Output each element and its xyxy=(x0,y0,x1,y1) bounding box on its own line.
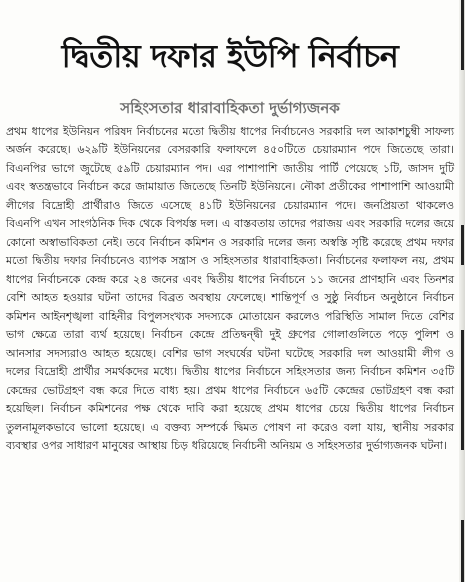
article-body: প্রথম ধাপের ইউনিয়ন পরিষদ নির্বাচনের মতো দ্বিতীয় ধাপের নির্বাচনেও সরকারি দল আকাশচুম্বী সাফল্য অর্জন করেছে। ৬২৯টি ইউনিয়নের বেসরকারি ফলাফলে ৪৫০টিতে চেয়ারম্যান পদে জিতেছে তারা। বিএনপির ভাগে জুটেছে ৫৯টি চেয়ারম্যান পদ। এর পাশাপাশি জাতীয় পার্টি পেয়েছে ১টি, জাসদ দুটি এবং স্বতন্ত্রভাবে নির্বাচন করে জামায়াত জিতেছে তিনটি ইউনিয়নে। নৌকা প্রতীকের পাশাপাশি আওয়ামী লীগের বিদ্রোহী প্রার্থীরাও জিতে এসেছে ৪১টি ইউনিয়নের চেয়ারম্যান পদে। জনপ্রিয়তা থাকলেও বিএনপি এখন সাংগঠনিক দিক থেকে বিপর্যস্ত দল। এ বাস্তবতায় তাদের পরাজয় এবং সরকারি দলের জয়ে কোনো অস্বাভাবিকতা নেই। তবে নির্বাচন কমিশন ও সরকারি দলের জন্য অস্বস্তি সৃষ্টি করেছে প্রথম দফার মতো দ্বিতীয় দফার নির্বাচনেও ব্যাপক সন্ত্রাস ও সহিংসতার ধারাবাহিকতা। নির্বাচনের ফলাফল নয়, প্রথম ধাপের নির্বাচনকে কেন্দ্র করে ২৪ জনের এবং দ্বিতীয় ধাপের নির্বাচনে ১১ জনের প্রাণহানি এবং তিনশর বেশি আহত হওয়ার ঘটনা তাদের বিব্রত অবস্থায় ফেলেছে। শান্তিপূর্ণ ও সুষ্ঠু নির্বাচন অনুষ্ঠানে নির্বাচন কমিশন আইনশৃঙ্খলা বাহিনীর বিপুলসংখ্যক সদস্যকে মোতায়েন করলেও পরিস্থিতি সামাল দিতে বেশির ভাগ ক্ষেত্রে তারা ব্যর্থ হয়েছে। নির্বাচন কেন্দ্রে প্রতিদ্বন্দ্বী দুই গ্রুপের গোলাগুলিতে পড়ে পুলিশ ও আনসার সদস্যরাও আহত হয়েছে। বেশির ভাগ সংঘর্ষের ঘটনা ঘটেছে সরকারি দল আওয়ামী লীগ ও দলের বিদ্রোহী প্রার্থীর সমর্থকদের মধ্যে। দ্বিতীয় ধাপের নির্বাচনে সহিংসতার জন্য নির্বাচন কমিশন ৩৫টি কেন্দ্রের ভোটগ্রহণ বন্ধ করে দিতে বাধ্য হয়। প্রথম ধাপের নির্বাচনে ৬৫টি কেন্দ্রের ভোটগ্রহণ বন্ধ করা হয়েছিল। নির্বাচন কমিশনের পক্ষ থেকে দাবি করা হয়েছে প্রথম ধাপের চেয়ে দ্বিতীয় ধাপের নির্বাচন তুলনামূলকভাবে ভালো হয়েছে। এ বক্তব্য সম্পর্কে দ্বিমত পোষণ না করেও বলা যায়, স্থানীয় সরকার ব্যবস্থার ওপর সাধারণ মানুষের আস্থায় চিড় ধরিয়েছে নির্বাচনী অনিয়ম ও সহিংসতার দুর্ভাগ্যজনক ঘটনা। xyxy=(6,124,454,453)
article-subheadline: সহিংসতার ধারাবাহিকতা দুর্ভাগ্যজনক xyxy=(120,99,340,118)
adjacent-column-edge xyxy=(459,0,465,582)
article-headline: দ্বিতীয় দফার ইউপি নির্বাচন xyxy=(61,37,399,76)
